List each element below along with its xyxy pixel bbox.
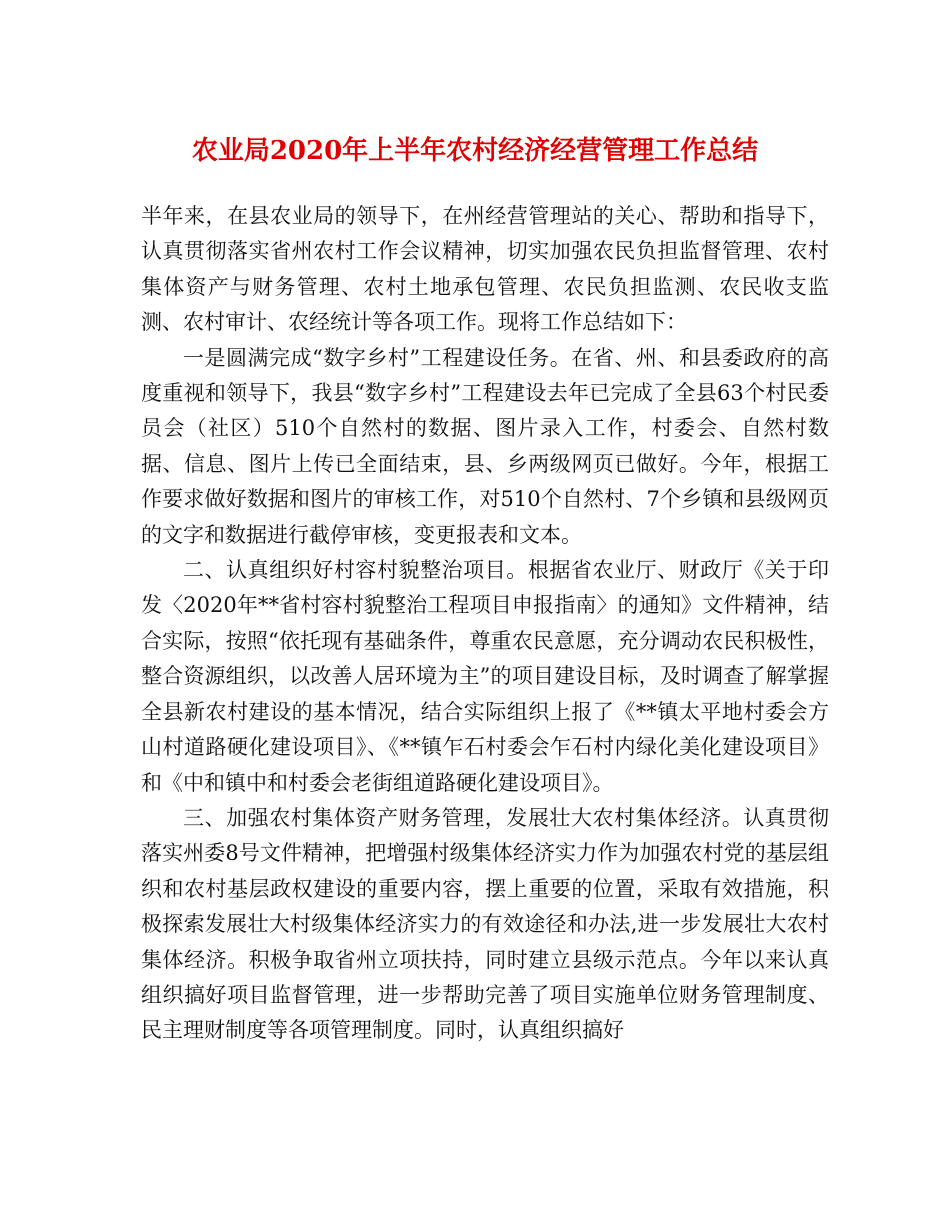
paragraph-intro: 半年来，在县农业局的领导下，在州经营管理站的关心、帮助和指导下，认真贯彻落实省州农村工作会议精神，切实加强农民负担监督管理、农村集体资产与财务管理、农村土地承包管理、农民负担监测、农民收支监测、农村审计、农经统计等各项工作。现将工作总结如下： <box>141 204 829 335</box>
document-title: 农业局2020年上半年农村经济经营管理工作总结 <box>191 136 759 166</box>
paragraph-village-renovation: 二、认真组织好村容村貌整治项目。根据省农业厅、财政厅《关于印发〈2020年**省村容村貌整治工程项目申报指南〉的通知》文件精神，结合实际，按照“依托现有基础条件，尊重农民意愿，充分调动农民积极性，整合资源组织，以改善人居环境为主”的项目建设目标，及时调查了解掌握全县新农村建设的基本情况，结合实际组织上报了《**镇太平地村委会方山村道路硬化建设项目》、《**镇乍石村委会乍石村内绿化美化建设项目》和《中和镇中和村委会老街组道路硬化建设项目》。 <box>141 558 829 795</box>
paragraph-collective-assets: 三、加强农村集体资产财务管理，发展壮大农村集体经济。认真贯彻落实州委8号文件精神，把增强村级集体经济实力作为加强农村党的基层组织和农村基层政权建设的重要内容，摆上重要的位置，采取有效措施，积极探索发展壮大村级集体经济实力的有效途径和办法,进一步发展壮大农村集体经济。积极争取省州立项扶持，同时建立县级示范点。今年以来认真组织搞好项目监督管理，进一步帮助完善了项目实施单位财务管理制度、民主理财制度等各项管理制度。同时，认真组织搞好 <box>141 805 829 1043</box>
document-body <box>141 199 829 1049</box>
paragraph-digital-village: 一是圆满完成“数字乡村”工程建设任务。在省、州、和县委政府的高度重视和领导下，我县“数字乡村”工程建设去年已完成了全县63个村民委员会（社区）510个自然村的数据、图片录入工作，村委会、自然村数据、信息、图片上传已全面结束，县、乡两级网页已做好。今年，根据工作要求做好数据和图片的审核工作，对510个自然村、7个乡镇和县级网页的文字和数据进行截停审核，变更报表和文本。 <box>141 345 829 547</box>
